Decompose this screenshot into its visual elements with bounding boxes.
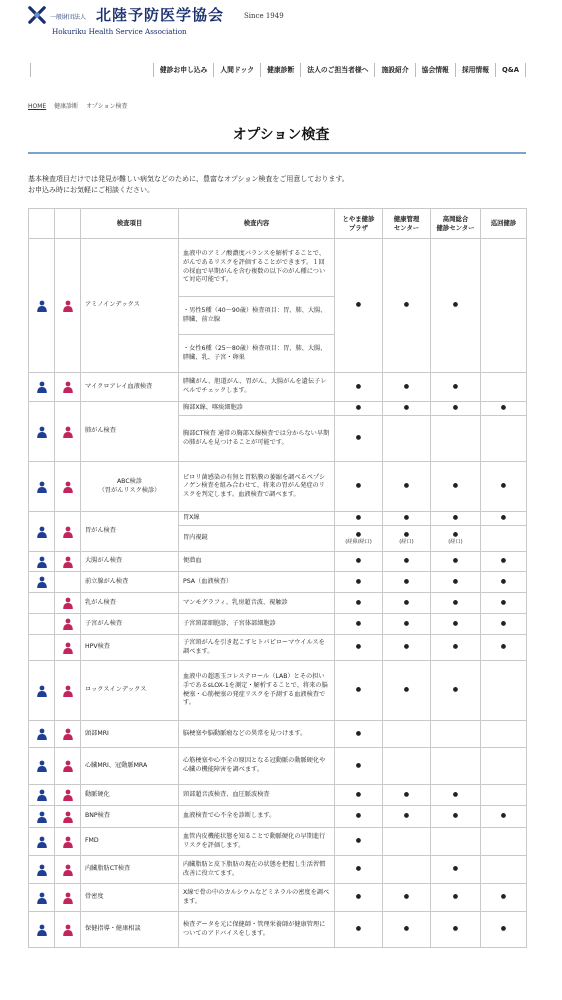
male-icon [36,576,48,588]
table-row [29,785,527,806]
mark-toyama: ● [335,661,383,721]
female-icon [62,728,74,740]
male-icon [36,836,48,848]
org-prefix: 一般財団法人 [50,14,87,21]
male-cell [29,785,55,806]
female-cell [55,806,81,828]
item-name: BNP検査 [81,806,179,828]
female-icon [62,924,74,936]
table-row [29,373,527,402]
breadcrumb-current: オプション検査 [86,103,128,110]
female-cell [55,402,81,462]
male-icon [36,300,48,312]
mark-kenko-kanri: ● [383,239,431,373]
male-icon [36,556,48,568]
male-cell [29,806,55,828]
female-icon [62,864,74,876]
mark-toyama: ● [335,721,383,748]
female-icon [62,892,74,904]
mark-mobile: ● [481,614,527,635]
item-content: 胃X線 [179,512,335,526]
nav-corporate[interactable]: 法人のご担当者様へ [300,63,374,77]
header-female [55,209,81,239]
item-name: HPV検査 [81,635,179,661]
mark-toyama: ● [335,402,383,416]
item-content: PSA（血液検査） [179,572,335,593]
mark-toyama: ● [335,828,383,856]
female-cell [55,512,81,552]
mark-takaoka: ● [431,593,481,614]
item-content: 子宮頸がんを引き起こすヒトパピローマウイルスを調べます。 [179,635,335,661]
mark-mobile: ● [481,462,527,512]
mark-mobile [481,526,527,552]
female-cell [55,462,81,512]
mark-takaoka [431,721,481,748]
mark-mobile [481,416,527,462]
mark-toyama: ● [335,373,383,402]
male-icon [36,760,48,772]
item-content: 検査データを元に保健師・管理栄養師が健康管理についてのアドバイスをします。 [179,912,335,948]
item-name: 肺がん検査 [81,402,179,462]
nav-dock[interactable]: 人間ドック [213,63,260,77]
mark-mobile [481,828,527,856]
female-cell [55,614,81,635]
male-cell [29,661,55,721]
header-kenko-kanri: 健康管理 センター [383,209,431,239]
item-name: 子宮がん検査 [81,614,179,635]
male-cell [29,748,55,785]
female-cell [55,661,81,721]
table-row [29,806,527,828]
item-name: 大腸がん検査 [81,552,179,572]
mark-takaoka: ● [431,462,481,512]
mark-toyama: ● [335,912,383,948]
header-male [29,209,55,239]
mark-takaoka: ● [431,572,481,593]
option-test-table [28,208,527,948]
mark-toyama: ● [335,748,383,785]
female-cell [55,856,81,884]
mark-toyama: ● [335,635,383,661]
header-takaoka: 高岡総合 健診センター [431,209,481,239]
male-icon [36,728,48,740]
mark-kenko-kanri: ● [383,785,431,806]
female-icon [62,300,74,312]
item-content: ・男性5種（40～90歳）検査項目：胃、肺、大腸、膵臓、前立腺 [179,297,335,335]
table-row [29,462,527,512]
male-cell [29,856,55,884]
mark-mobile: ● [481,593,527,614]
mark-takaoka: ● [431,239,481,373]
mark-mobile [481,373,527,402]
mark-kenko-kanri: ● [383,512,431,526]
mark-takaoka: ● [431,884,481,912]
mark-kenko-kanri: ● [383,572,431,593]
mark-takaoka [431,748,481,785]
female-icon [62,556,74,568]
intro-line-2: お申込み時にお気軽にご相談ください。 [28,186,154,194]
mark-toyama: ● [335,416,383,462]
mark-kenko-kanri: ● [383,806,431,828]
male-cell [29,462,55,512]
mark-toyama: ● [335,614,383,635]
mark-mobile: ● [481,884,527,912]
male-cell [29,572,55,593]
mark-mobile [481,661,527,721]
male-icon [36,526,48,538]
mark-toyama: ● [335,884,383,912]
table-row [29,635,527,661]
header-toyama: とやま健診 プラザ [335,209,383,239]
mark-kenko-kanri: ● [383,402,431,416]
table-row [29,856,527,884]
table-row [29,512,527,526]
male-cell [29,721,55,748]
female-cell [55,884,81,912]
mark-takaoka: ● [431,635,481,661]
item-content: 胃内視鏡 [179,526,335,552]
female-icon [62,526,74,538]
male-cell [29,912,55,948]
item-content: X線で骨の中のカルシウムなどミネラルの密度を調べます。 [179,884,335,912]
item-content: 胸部CT検査 通常の胸部Ｘ線検査では分からない早期の肺がんを見つけることが可能です。 [179,416,335,462]
male-cell [29,635,55,661]
breadcrumb-checkup[interactable]: 健康診断 [54,103,79,110]
item-name: 頭部MRI [81,721,179,748]
table-row [29,614,527,635]
mark-takaoka: ● [431,373,481,402]
male-icon [36,381,48,393]
male-cell [29,614,55,635]
mark-kenko-kanri: ● [383,635,431,661]
mark-mobile [481,721,527,748]
male-cell [29,402,55,462]
mark-kenko-kanri: ● [383,884,431,912]
mark-toyama: ● [335,512,383,526]
mark-kenko-kanri [383,828,431,856]
mark-toyama: ● [335,552,383,572]
mark-takaoka: ● [431,856,481,884]
item-content: 胸部X線、喀痰細胞診 [179,402,335,416]
item-name: ABC検診 （胃がんリスク検診） [81,462,179,512]
female-cell [55,748,81,785]
site-header [0,0,562,44]
male-icon [36,892,48,904]
mark-toyama: ● [335,239,383,373]
mark-toyama: ● [335,856,383,884]
item-name: マイクロアレイ血液検査 [81,373,179,402]
intro-line-1: 基本検査項目だけでは発見が難しい病気などのために、豊富なオプション検査をご用意しております。 [28,175,349,183]
female-cell [55,785,81,806]
nav-faq[interactable]: Q&A [495,63,526,77]
item-content: 子宮頸部細胞診、子宮体部細胞診 [179,614,335,635]
mark-kenko-kanri: ● [383,912,431,948]
mark-mobile: ● [481,402,527,416]
breadcrumb [28,101,134,110]
mark-mobile: ● [481,912,527,948]
mark-takaoka: ● [431,552,481,572]
male-icon [36,426,48,438]
item-content: 血液検査で心不全を診断します。 [179,806,335,828]
mark-mobile [481,785,527,806]
item-content: 心筋梗塞や心不全の原因となる冠動脈の動脈硬化や心臓の機能障害を調べます。 [179,748,335,785]
female-cell [55,373,81,402]
mark-mobile [481,856,527,884]
mark-takaoka [431,828,481,856]
mark-toyama: ● [335,806,383,828]
table-row [29,552,527,572]
table-header-row [29,209,527,239]
mark-kenko-kanri [383,856,431,884]
female-cell [55,593,81,614]
nav-apply[interactable]: 健診お申し込み [153,63,214,77]
mark-takaoka: ● [431,806,481,828]
female-icon [62,685,74,697]
mark-takaoka: ● [431,912,481,948]
item-name: 前立腺がん検査 [81,572,179,593]
item-content: 血管内皮機能状態を知ることで動脈硬化の早期進行リスクを評価します。 [179,828,335,856]
mark-takaoka: ● (経口) [431,526,481,552]
header-content: 検査内容 [179,209,335,239]
header-item: 検査項目 [81,209,179,239]
mark-takaoka: ● [431,614,481,635]
mark-mobile [481,239,527,373]
mark-mobile: ● [481,635,527,661]
mark-kenko-kanri: ● [383,373,431,402]
item-content: 脳梗塞や脳動脈瘤などの異常を見つけます。 [179,721,335,748]
male-cell [29,828,55,856]
mark-mobile: ● [481,552,527,572]
male-cell [29,884,55,912]
female-icon [62,836,74,848]
female-icon [62,811,74,823]
nav-facilities[interactable]: 施設紹介 [374,63,414,77]
female-cell [55,635,81,661]
table-row [29,239,527,297]
mark-toyama: ● [335,572,383,593]
mark-kenko-kanri: ● [383,552,431,572]
breadcrumb-home[interactable]: HOME [28,103,47,110]
item-name: 骨密度 [81,884,179,912]
org-name[interactable]: 北陸予防医学協会 [96,6,225,24]
item-name: 乳がん検査 [81,593,179,614]
female-icon [62,381,74,393]
mark-toyama: ● [335,593,383,614]
table-row [29,884,527,912]
table-row [29,912,527,948]
female-cell [55,828,81,856]
nav-about[interactable]: 協会情報 [415,63,455,77]
mark-takaoka: ● [431,402,481,416]
male-icon [36,789,48,801]
item-content: 便潜血 [179,552,335,572]
org-english-name: Hokuriku Health Service Association [52,27,187,36]
mark-takaoka [431,416,481,462]
nav-checkup[interactable]: 健康診断 [260,63,300,77]
item-name: 心臓MRI、冠動脈MRA [81,748,179,785]
female-cell [55,239,81,373]
table-row [29,402,527,416]
item-name: 胃がん検査 [81,512,179,552]
item-content: 頸部超音波検査、血圧脈波検査 [179,785,335,806]
page-title: オプション検査 [232,127,330,143]
mark-kenko-kanri [383,721,431,748]
item-content: 内臓脂肪と皮下脂肪の現在の状態を把握し生活習慣改善に役立てます。 [179,856,335,884]
intro-text [28,174,349,196]
mark-takaoka: ● [431,512,481,526]
item-name: 保健指導・健康相談 [81,912,179,948]
female-icon [62,760,74,772]
mark-kenko-kanri: ● (経口) [383,526,431,552]
item-content: 血液中の超悪玉コレステロール（LAB）とその担い手であるsLOX-1を測定・解析することで、将来の脳梗塞・心筋梗塞の発症リスクを予測する血液検査です。 [179,661,335,721]
male-icon [36,864,48,876]
mark-kenko-kanri: ● [383,593,431,614]
male-icon [36,811,48,823]
item-content: 膵臓がん、胆道がん、胃がん、大腸がんを遺伝子レベルでチェックします。 [179,373,335,402]
mark-mobile: ● [481,512,527,526]
title-divider [28,152,526,154]
male-cell [29,239,55,373]
global-nav [30,60,526,80]
female-icon [62,426,74,438]
mark-takaoka: ● [431,785,481,806]
table-row [29,828,527,856]
mark-toyama: ● (経鼻/経口) [335,526,383,552]
male-icon [36,924,48,936]
since-label: Since 1949 [244,12,284,20]
item-name: ロックスインデックス [81,661,179,721]
male-icon [36,481,48,493]
item-name: 動脈硬化 [81,785,179,806]
item-name: アミノインデックス [81,239,179,373]
table-row [29,661,527,721]
male-icon [36,685,48,697]
mark-kenko-kanri: ● [383,462,431,512]
cross-logo-icon[interactable] [28,6,46,24]
item-name: FMD [81,828,179,856]
female-cell [55,912,81,948]
table-row [29,748,527,785]
table-row [29,593,527,614]
item-content: ピロリ菌感染の有無と胃粘膜の萎縮を調べるペプシノゲン検査を組み合わせて、将来の胃がん発症のリスクを判定します。血液検査で調べます。 [179,462,335,512]
mark-toyama: ● [335,785,383,806]
mark-mobile: ● [481,806,527,828]
mark-mobile [481,748,527,785]
female-cell [55,572,81,593]
mark-kenko-kanri [383,416,431,462]
male-cell [29,512,55,552]
mark-kenko-kanri [383,748,431,785]
header-mobile: 巡回健診 [481,209,527,239]
female-cell [55,721,81,748]
female-icon [62,789,74,801]
female-cell [55,552,81,572]
nav-divider [30,63,31,77]
nav-recruit[interactable]: 採用情報 [455,63,495,77]
item-content: 血液中のアミノ酸濃度バランスを解析することで、がんであるリスクを評価することができます。１回の採血で早期がんを含む複数の以下のがん種について対応可能です。 [179,239,335,297]
female-icon [62,618,74,630]
mark-toyama: ● [335,462,383,512]
item-content: マンモグラフィ、乳房超音波、視触診 [179,593,335,614]
item-content: ・女性6種（25～80歳）検査項目：胃、肺、大腸、膵臓、乳、子宮・卵巣 [179,335,335,373]
table-row [29,721,527,748]
male-cell [29,552,55,572]
female-icon [62,642,74,654]
mark-takaoka: ● [431,661,481,721]
mark-kenko-kanri: ● [383,614,431,635]
male-cell [29,593,55,614]
mark-mobile: ● [481,572,527,593]
female-icon [62,597,74,609]
male-cell [29,373,55,402]
mark-kenko-kanri: ● [383,661,431,721]
table-row [29,572,527,593]
female-icon [62,481,74,493]
item-name: 内臓脂肪CT検査 [81,856,179,884]
